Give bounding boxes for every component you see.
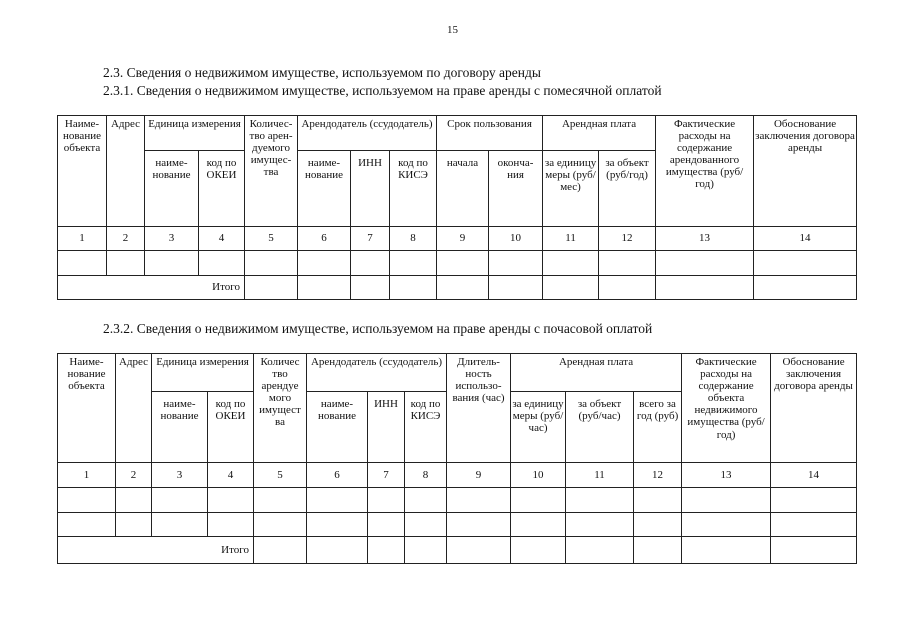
col-lessor: Арендодатель (ссудодатель) — [307, 354, 447, 392]
column-number: 12 — [634, 463, 682, 488]
table-cell — [771, 537, 857, 564]
column-number: 14 — [754, 227, 857, 251]
column-number: 4 — [208, 463, 254, 488]
table-cell — [634, 537, 682, 564]
col-term: Срок пользования — [437, 116, 543, 151]
table-cell — [682, 513, 771, 537]
col-rent-total-year: всего за год (руб) — [634, 392, 682, 463]
column-number: 10 — [489, 227, 543, 251]
col-rent-per-unit: за единицу меры (руб/час) — [511, 392, 566, 463]
table-cell — [145, 251, 199, 276]
table-cell — [771, 513, 857, 537]
page-number: 15 — [447, 24, 458, 36]
column-number: 14 — [771, 463, 857, 488]
col-basis: Обоснование заключения договора аренды — [754, 116, 857, 227]
table-cell — [254, 513, 307, 537]
table-cell — [245, 276, 298, 300]
column-number: 2 — [107, 227, 145, 251]
table-cell — [58, 251, 107, 276]
col-lessor-kise: код по КИСЭ — [405, 392, 447, 463]
table-cell — [58, 513, 116, 537]
table-cell — [447, 513, 511, 537]
table-cell — [754, 276, 857, 300]
table-cell — [245, 251, 298, 276]
col-actual-costs: Фактические расходы на содержание арендованного имущества (руб/год) — [656, 116, 754, 227]
total-label: Итого — [58, 537, 254, 564]
total-row — [58, 276, 857, 300]
table-row — [58, 488, 857, 513]
col-duration: Длитель-ность использо-вания (час) — [447, 354, 511, 463]
col-lessor-name: наиме-нование — [307, 392, 368, 463]
col-object-name: Наиме-нование объекта — [58, 354, 116, 463]
section-heading-2-3: 2.3. Сведения о недвижимом имуществе, используемом по договору аренды — [103, 65, 541, 80]
column-number: 3 — [145, 227, 199, 251]
table-cell — [116, 513, 152, 537]
col-term-start: начала — [437, 151, 489, 227]
col-address: Адрес — [116, 354, 152, 463]
column-number: 6 — [298, 227, 351, 251]
table-cell — [771, 488, 857, 513]
table-cell — [307, 488, 368, 513]
col-address: Адрес — [107, 116, 145, 227]
col-quantity: Количес-тво арен-дуемого имущес-тва — [245, 116, 298, 227]
table-cell — [599, 276, 656, 300]
col-rent-per-object: за объект (руб/год) — [599, 151, 656, 227]
table-cell — [307, 513, 368, 537]
table-cell — [298, 251, 351, 276]
table-cell — [511, 537, 566, 564]
column-number: 5 — [254, 463, 307, 488]
column-number: 7 — [368, 463, 405, 488]
table-cell — [116, 488, 152, 513]
col-lessor-kise: код по КИСЭ — [390, 151, 437, 227]
table-cell — [254, 488, 307, 513]
table-cell — [566, 513, 634, 537]
col-unit-okei: код по ОКЕИ — [199, 151, 245, 227]
table-cell — [208, 488, 254, 513]
table-cell — [437, 276, 489, 300]
col-lessor-inn: ИНН — [351, 151, 390, 227]
column-number: 7 — [351, 227, 390, 251]
col-lessor-inn: ИНН — [368, 392, 405, 463]
col-basis: Обоснование заключения договора аренды — [771, 354, 857, 463]
col-lessor-name: наиме-нование — [298, 151, 351, 227]
table-cell — [447, 488, 511, 513]
table-cell — [390, 276, 437, 300]
column-number: 9 — [437, 227, 489, 251]
table-cell — [511, 488, 566, 513]
table-cell — [405, 488, 447, 513]
column-number: 6 — [307, 463, 368, 488]
column-number: 4 — [199, 227, 245, 251]
table-cell — [566, 537, 634, 564]
col-unit-okei: код по ОКЕИ — [208, 392, 254, 463]
table-cell — [682, 537, 771, 564]
table-cell — [656, 251, 754, 276]
table-cell — [543, 251, 599, 276]
col-term-end: оконча-ния — [489, 151, 543, 227]
col-unit: Единица измерения — [152, 354, 254, 392]
table-cell — [489, 276, 543, 300]
column-number: 12 — [599, 227, 656, 251]
table-cell — [754, 251, 857, 276]
col-rent: Арендная плата — [511, 354, 682, 392]
section-heading-2-3-1: 2.3.1. Сведения о недвижимом имуществе, используемом на праве аренды с помесячной оплатой — [103, 83, 662, 98]
table-cell — [634, 488, 682, 513]
col-rent: Арендная плата — [543, 116, 656, 151]
table-cell — [368, 513, 405, 537]
column-number: 1 — [58, 227, 107, 251]
table-cell — [107, 251, 145, 276]
col-object-name: Наиме-нование объекта — [58, 116, 107, 227]
table-cell — [405, 513, 447, 537]
column-number: 13 — [656, 227, 754, 251]
column-number: 3 — [152, 463, 208, 488]
column-number: 10 — [511, 463, 566, 488]
column-number: 11 — [566, 463, 634, 488]
col-quantity: Количес тво арендуе мого имущест ва — [254, 354, 307, 463]
col-lessor: Арендодатель (ссудодатель) — [298, 116, 437, 151]
table-cell — [447, 537, 511, 564]
total-label: Итого — [58, 276, 245, 300]
hourly-rent-table — [57, 353, 857, 564]
column-number: 1 — [58, 463, 116, 488]
column-number: 8 — [390, 227, 437, 251]
column-number: 9 — [447, 463, 511, 488]
column-number: 5 — [245, 227, 298, 251]
table-cell — [390, 251, 437, 276]
column-number: 2 — [116, 463, 152, 488]
table-cell — [351, 251, 390, 276]
table-cell — [208, 513, 254, 537]
column-number: 8 — [405, 463, 447, 488]
table-cell — [599, 251, 656, 276]
table-cell — [437, 251, 489, 276]
col-unit: Единица измерения — [145, 116, 245, 151]
col-unit-name: наиме-нование — [152, 392, 208, 463]
table-cell — [634, 513, 682, 537]
table-cell — [543, 276, 599, 300]
col-actual-costs: Фактические расходы на содержание объекта недвижимого имущества (руб/год) — [682, 354, 771, 463]
table-row — [58, 251, 857, 276]
table-cell — [307, 537, 368, 564]
table-cell — [152, 488, 208, 513]
total-row — [58, 537, 857, 564]
table-cell — [152, 513, 208, 537]
section-heading-2-3-2: 2.3.2. Сведения о недвижимом имуществе, используемом на праве аренды с почасовой оплатой — [103, 321, 653, 336]
table-cell — [489, 251, 543, 276]
column-number: 11 — [543, 227, 599, 251]
table-cell — [368, 488, 405, 513]
table-cell — [682, 488, 771, 513]
table-cell — [656, 276, 754, 300]
col-rent-per-object: за объект (руб/час) — [566, 392, 634, 463]
table-row — [58, 513, 857, 537]
table-cell — [298, 276, 351, 300]
table-cell — [368, 537, 405, 564]
table-cell — [405, 537, 447, 564]
table-cell — [58, 488, 116, 513]
table-cell — [199, 251, 245, 276]
table-cell — [351, 276, 390, 300]
table-cell — [566, 488, 634, 513]
monthly-rent-table — [57, 115, 857, 300]
table-cell — [511, 513, 566, 537]
column-number: 13 — [682, 463, 771, 488]
table-cell — [254, 537, 307, 564]
col-rent-per-unit: за единицу меры (руб/мес) — [543, 151, 599, 227]
col-unit-name: наиме-нование — [145, 151, 199, 227]
